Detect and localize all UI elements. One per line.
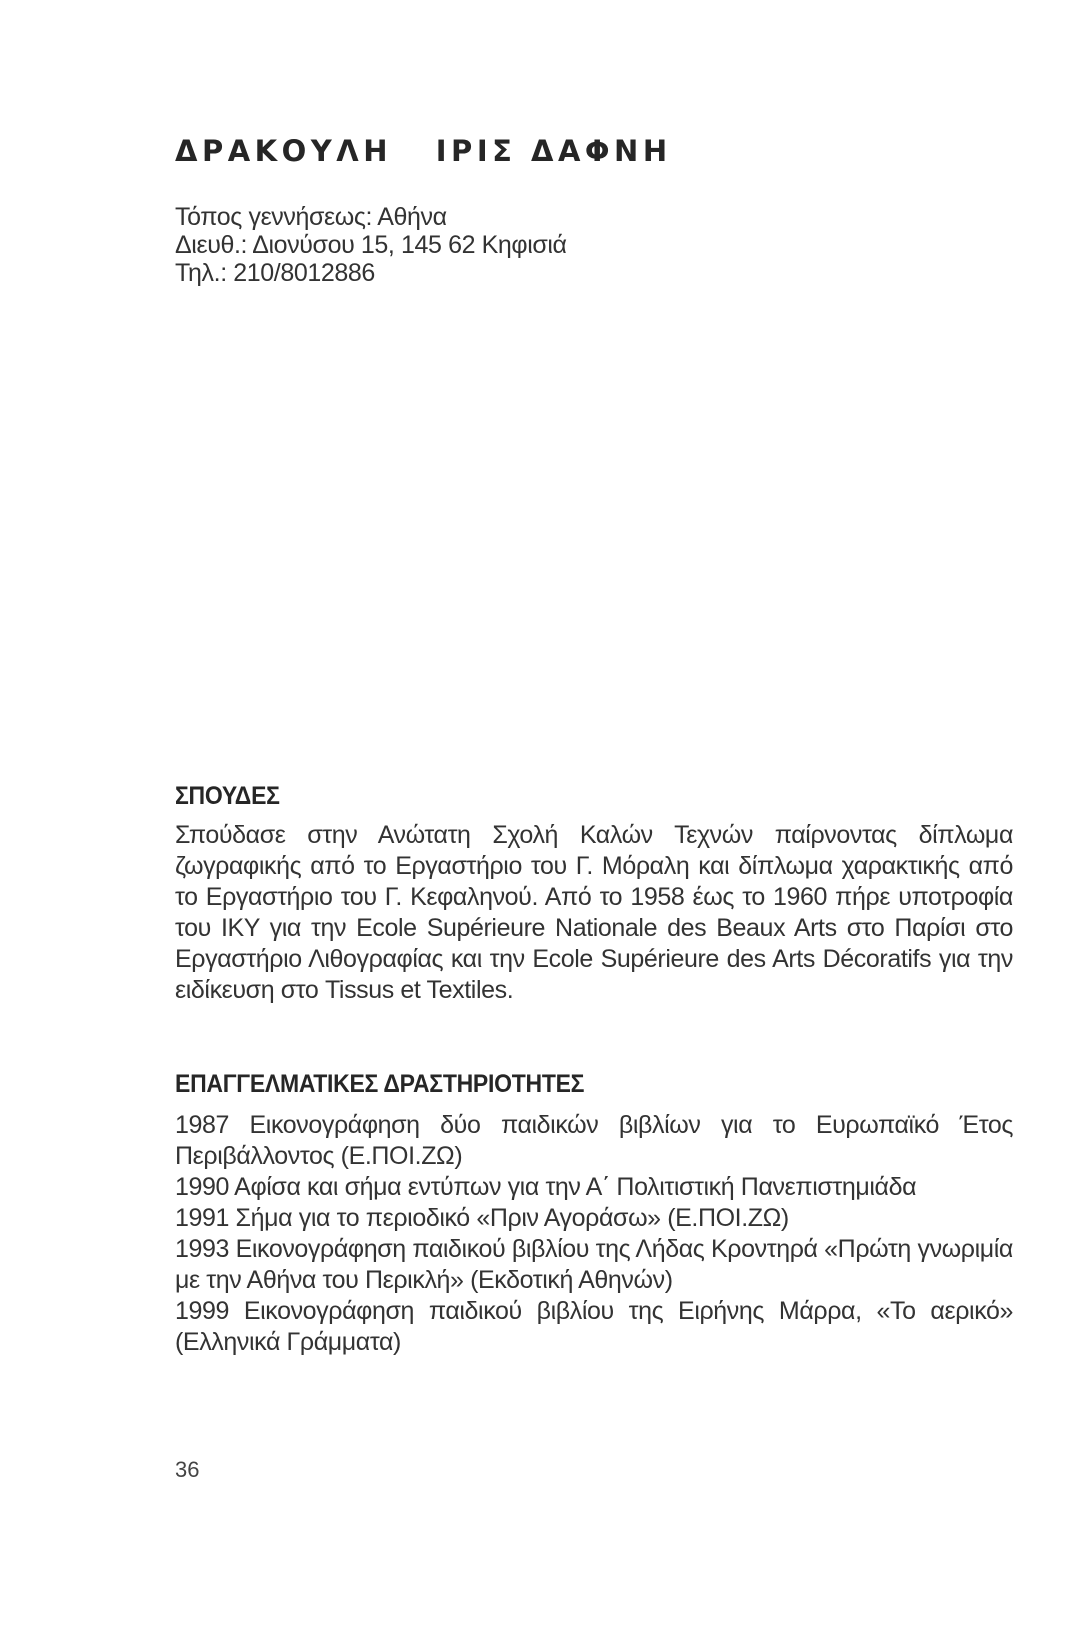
professional-list	[175, 1110, 1013, 1358]
professional-entry: 1990 Αφίσα και σήμα εντύπων για την Α΄ Πολιτιστική Πανεπιστημιάδα	[175, 1173, 917, 1201]
professional-entry: 1993 Εικονογράφηση παιδικού βιβλίου της Λήδας Κροντηρά «Πρώτη γνωριμία με την Αθήνα του Περικλή» (Εκδοτική Αθηνών)	[175, 1235, 1013, 1294]
studies-heading: ΣΠΟΥΔΕΣ	[175, 782, 280, 810]
birthplace: Τόπος γεννήσεως: Αθήνα	[175, 203, 447, 231]
professional-entry: 1999 Εικονογράφηση παιδικού βιβλίου της Ειρήνης Μάρρα, «Το αερικό» (Ελληνικά Γράμματα)	[175, 1297, 1013, 1356]
artist-name-title: ΔΡΑΚΟΥΛΗ ΙΡΙΣ ΔΑΦΝΗ	[175, 134, 672, 168]
phone: Τηλ.: 210/8012886	[175, 259, 375, 287]
professional-entry: 1987 Εικονογράφηση δύο παιδικών βιβλίων για το Ευρωπαϊκό Έτος Περιβάλλοντος (Ε.ΠΟΙ.ΖΩ)	[175, 1111, 1013, 1170]
professional-entry: 1991 Σήμα για το περιοδικό «Πριν Αγοράσω» (Ε.ΠΟΙ.ΖΩ)	[175, 1204, 789, 1232]
address: Διευθ.: Διονύσου 15, 145 62 Κηφισιά	[175, 231, 567, 259]
studies-paragraph: Σπούδασε στην Ανώτατη Σχολή Καλών Τεχνών παίρνοντας δίπλωμα ζωγραφικής από το Εργαστήριο του Γ. Μόραλη και δίπλωμα χαρακτικής από το Εργαστήριο του Γ. Κεφαληνού. Από το 1958 έως το 1960 πήρε υποτροφία του ΙΚΥ για την Ecole Supérieure Nationale des Beaux Arts στο Παρίσι στο Εργαστήριο Λιθογραφίας και την Ecole Supérieure des Arts Décoratifs για την ειδίκευση στο Tissus et Textiles.	[175, 821, 1013, 1004]
professional-heading: ΕΠΑΓΓΕΛΜΑΤΙΚΕΣ ΔΡΑΣΤΗΡΙΟΤΗΤΕΣ	[175, 1070, 585, 1098]
page-number: 36	[175, 1457, 200, 1482]
contact-info	[175, 203, 567, 287]
